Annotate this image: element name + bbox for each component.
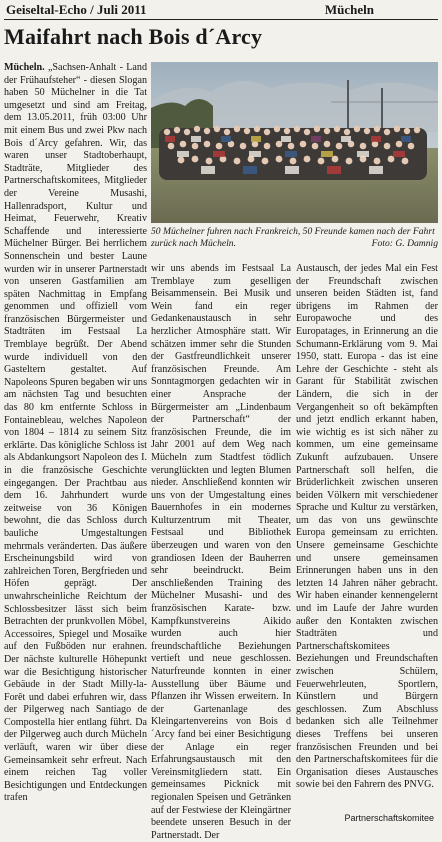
section-name: Mücheln xyxy=(324,2,374,17)
article-column-2 xyxy=(151,263,291,842)
photo-caption xyxy=(151,226,438,249)
caption-text: 50 Müchelner fuhren nach Frankreich, 50 Freunde kamen nach der Fahrt zurück nach Mücheln. xyxy=(151,226,435,249)
dateline: Mücheln. xyxy=(4,62,45,73)
column-3-text: Austausch, der jedes Mal ein Fest der Freundschaft zwischen unseren beiden Städten ist, fand übrigens im Rahmen der Europawoche und des Europatages, in Erinnerung an die Schumann-Erklärung vom 9. Mai 1950, statt. Europa - das ist eine Lehre der Geschichte - steht als Garant für Stabilität zwischen Ländern, die sich in der Vergangenheit so oft bekämpften und jetzt endlich erkannt haben, wie wichtig es ist sich näher zu kommen, um eine gemeinsame Zukunft aufzubauen. Unsere Partnerschaft soll helfen, die Brüderlichkeit zwischen unseren beiden Völkern mit verschiedener Sprache und Kultur zu verstärken, um das von uns gewünschte Europa gemeinsam zu errichten. Unsere gemeinsame Geschichte und unsere gemeinsamen Erinnerungen haben uns in den letzten 14 Jahren näher gebracht. Wir haben einander kennengelernt und im Laufe der Jahre wurden außer den Kontakten zwischen Stadträten und Partnerschaftskomitees Beziehungen und Freundschaften zwischen Schülern, Feuerwehrleuten, Sportlern, Künstlern und Bürgern geschlossen. Zum Abschluss bedanken sich alle Teilnehmer dieses Treffens bei unseren französischen Freunden und bei den Partnerschaftskomitees für die Organisation dieses Austausches sowie bei den Fahrern des PNVG. xyxy=(296,263,438,791)
article-author: Partnerschaftskomitee xyxy=(344,813,434,823)
photo-credit: Foto: G. Damnig xyxy=(371,237,438,249)
article-title: Maifahrt nach Bois d´Arcy xyxy=(4,24,263,49)
group-photo xyxy=(151,62,438,223)
newspaper-header xyxy=(4,0,438,20)
column-1-text: „Sachsen-Anhalt - Land der Frühaufsteher“ - diesen Slogan haben 50 Müchelner in die Tat umgesetzt und sind am Freitag, dem 13.05.2011, früh 03:00 Uhr mit einem Bus und zwei Pkw nach Bois d´Arcy gefahren. Wir, das waren unser Stadtoberhaupt, Stadträte, Mitglieder des Partnerschaftskomitees, Mitglieder der Vereine Musashi, Hallenradsport, Kultur und Heimat, Feuerwehr, Kreativ Schaffende und interessierte Müchelner Bürger. Bei herrlichem Sonnenschein und bester Laune wurden wir in unserer Partnerstadt von unseren Gastfamilien am späten Nachmittag in Empfang genommen und offiziell vom französischen Bürgermeister und Stadträten im Festsaal La Tremblaye begrüßt. Der Abend wurde individuell von den Gasteltern gestaltet. Auf Napoleons Spuren begaben wir uns am nächsten Tag und besuchten das 80 km entfernte Schloss in Fontainebleau, welches Napoleon von 1804 – 1814 zu seinem Sitz erklärte. Das königliche Schloss ist als Abdankungsort Napoleon des I. in die französische Geschichte eingegangen. Der Prachtbau aus dem 16. Jahrhundert wurde zeitweise von 36 Königen bewohnt, die das Schloss durch bauliche Umgestaltungen mehrmals veränderten. Das äußere Erscheinungsbild wird von zahlreichen Toren, Bergfrieden und Höfen geprägt. Der unwahrscheinliche Reichtum der Schlossbesitzer lässt sich beim Betrachten der prunkvollen Möbel, Accessoires, Spiegel und Mosaike auf den Fußböden nur erahnen. Der nächste kulturelle Höhepunkt war die Besichtigung historischer Gebäude in der Stadt Milly-la-Forêt und dabei erfuhren wir, dass der Pilgerweg nach Santiago de Compostella hier entlang führt. Da der Pilgerweg auch durch Mücheln verläuft, waren wir über diese Gemeinsamkeit sehr erfreut. Nach einem reichen Tag voller Besichtigungen und Entdeckungen trafen xyxy=(4,62,147,804)
article-column-3 xyxy=(296,263,438,792)
article-column-1 xyxy=(4,62,147,805)
column-2-text: wir uns abends im Festsaal La Tremblaye zum geselligen Beisammensein. Bei Musik und Wein fand ein reger Gedankenaustausch in sehr herzlicher Atmosphäre statt. Wir schätzen immer sehr die Stunden der Gastfreundlichkeit unserer französischen Freunde. Am Sonntagmorgen gedachten wir in einer Ansprache der Bürgermeister am „Lindenbaum der Partnerschaft“ der französischen Freunde, die im Jahr 2001 auf dem Weg nach Mücheln zum Stadtfest tödlich verunglückten und legten Blumen nieder. Anschließend konnten wir uns von der Umgestaltung eines Bauernhofes in ein modernes Kulturzentrum mit Theater, Festsaal und Bibliothek überzeugen und waren von den grandiosen Ideen der Bauherren sehr beeindruckt. Beim anschließenden Training des Müchelner Musashi- und des französischen Karate- bzw. Kampfkunstvereins Aikido wurden auch hier freundschaftliche Beziehungen vertieft und neue geschlossen. Naturfreunde konnten in einer Ausstellung über Bäume und Pflanzen ihr Wissen erweitern. In der Gartenanlage des Kleingartenvereins von Bois d´Arcy fand bei einer Besichtigung der Anlage ein reger Erfahrungsaustausch mit den Vereinsmitgliedern statt. Ein gemeinsames Picknick mit regionalen Speisen und Getränken auf der Festwiese der Kleingärtner beendete unseren Besuch in der Partnerstadt. Der xyxy=(151,263,291,841)
publication-name: Geiseltal-Echo / Juli 2011 xyxy=(6,2,147,17)
